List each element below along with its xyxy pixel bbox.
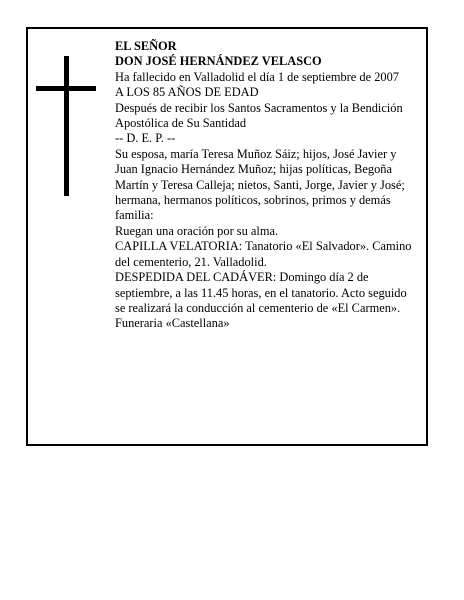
notice-title: EL SEÑOR	[115, 39, 177, 53]
cross-horizontal-bar	[36, 86, 96, 91]
farewell-info: DESPEDIDA DEL CADÁVER: Domingo día 2 de septiembre, a las 11.45 horas, en el tanatorio. Acto seguido se realizará la conducción al cementerio de «El Carmen».	[115, 270, 407, 315]
sacraments-statement: Después de recibir los Santos Sacramentos y la Bendición Apostólica de Su Santidad	[115, 100, 403, 131]
cross-vertical-bar	[64, 56, 69, 196]
deceased-name: DON JOSÉ HERNÁNDEZ VELASCO	[115, 54, 322, 69]
prayer-request: Ruegan una oración por su alma.	[115, 223, 279, 238]
family-list: Su esposa, maría Teresa Muñoz Sáiz; hijos, José Javier y Juan Ignacio Hernández Muñoz; hijas políticas, Begoña Martín y Teresa Calleja; nietos, Santi, Jorge, Javier y José; hermana, hermanos políticos, sobrinos, primos y demás familia:	[115, 146, 405, 223]
rest-in-peace: -- D. E. P. --	[115, 131, 176, 146]
latin-cross-icon	[36, 56, 96, 196]
obituary-text	[115, 39, 415, 332]
funeral-home: Funeraria «Castellana»	[115, 316, 230, 331]
chapel-info: CAPILLA VELATORIA: Tanatorio «El Salvador». Camino del cementerio, 21. Valladolid.	[115, 239, 412, 269]
age-statement: A LOS 85 AÑOS DE EDAD	[115, 85, 259, 100]
death-statement: Ha fallecido en Valladolid el día 1 de septiembre de 2007	[115, 69, 399, 84]
